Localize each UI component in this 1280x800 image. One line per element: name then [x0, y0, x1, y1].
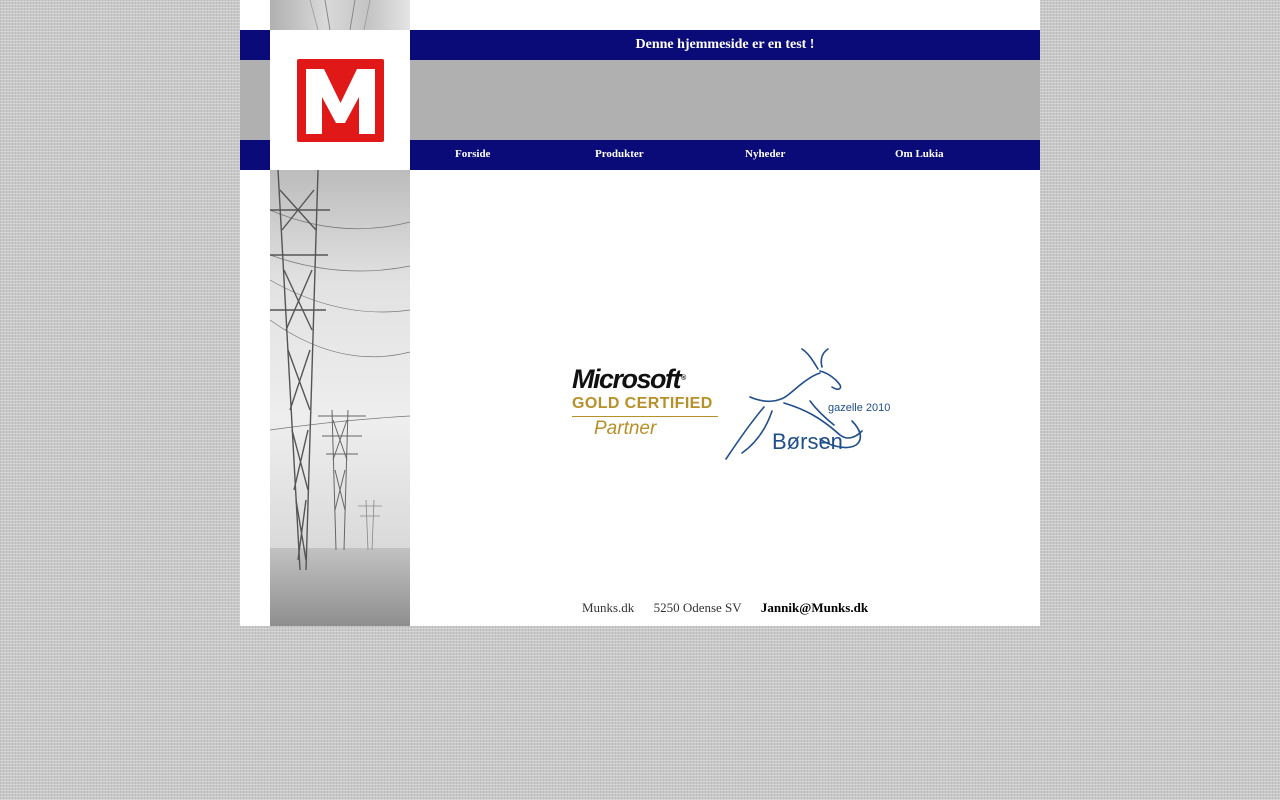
footer-site: Munks.dk [581, 600, 635, 615]
footer-email-link[interactable]: Jannik@Munks.dk [760, 600, 869, 615]
borsen-gazelle-badge [724, 345, 891, 465]
microsoft-wordmark-text: Microsoft [572, 364, 680, 394]
header-photo-strip [270, 0, 410, 30]
microsoft-wordmark [572, 364, 722, 394]
power-pylon-image [270, 170, 410, 626]
power-lines-photo [270, 170, 410, 626]
gray-banner [410, 60, 1040, 140]
nav-item-om-lukia[interactable]: Om Lukia [895, 148, 944, 160]
page-container [240, 0, 1040, 626]
partner-label: Partner [594, 418, 657, 439]
munks-logo[interactable] [297, 59, 384, 142]
registered-mark: ® [681, 375, 685, 382]
page-footer [410, 600, 1040, 616]
gray-band-edge [240, 60, 270, 140]
main-nav [410, 140, 1040, 170]
gold-certified-label: GOLD CERTIFIED [572, 395, 713, 412]
main-content [410, 170, 1040, 626]
nav-bar-edge [240, 140, 270, 170]
nav-item-nyheder[interactable]: Nyheder [745, 148, 786, 160]
top-band-spacer [240, 0, 270, 30]
borsen-brand-label: Børsen [772, 429, 843, 454]
logo-cell[interactable] [270, 30, 410, 170]
m-letter-icon [297, 59, 384, 142]
title-bar-edge [240, 30, 270, 60]
nav-item-produkter[interactable]: Produkter [595, 148, 644, 160]
page-title: Denne hjemmeside er en test ! [410, 30, 1040, 60]
top-band [410, 0, 1040, 30]
microsoft-gold-partner-badge [572, 364, 722, 446]
gazelle-year-label: gazelle 2010 [828, 402, 891, 414]
nav-item-forside[interactable]: Forside [455, 148, 491, 160]
gazelle-icon [724, 345, 891, 465]
side-spacer [240, 170, 270, 626]
footer-address: 5250 Odense SV [653, 600, 742, 615]
